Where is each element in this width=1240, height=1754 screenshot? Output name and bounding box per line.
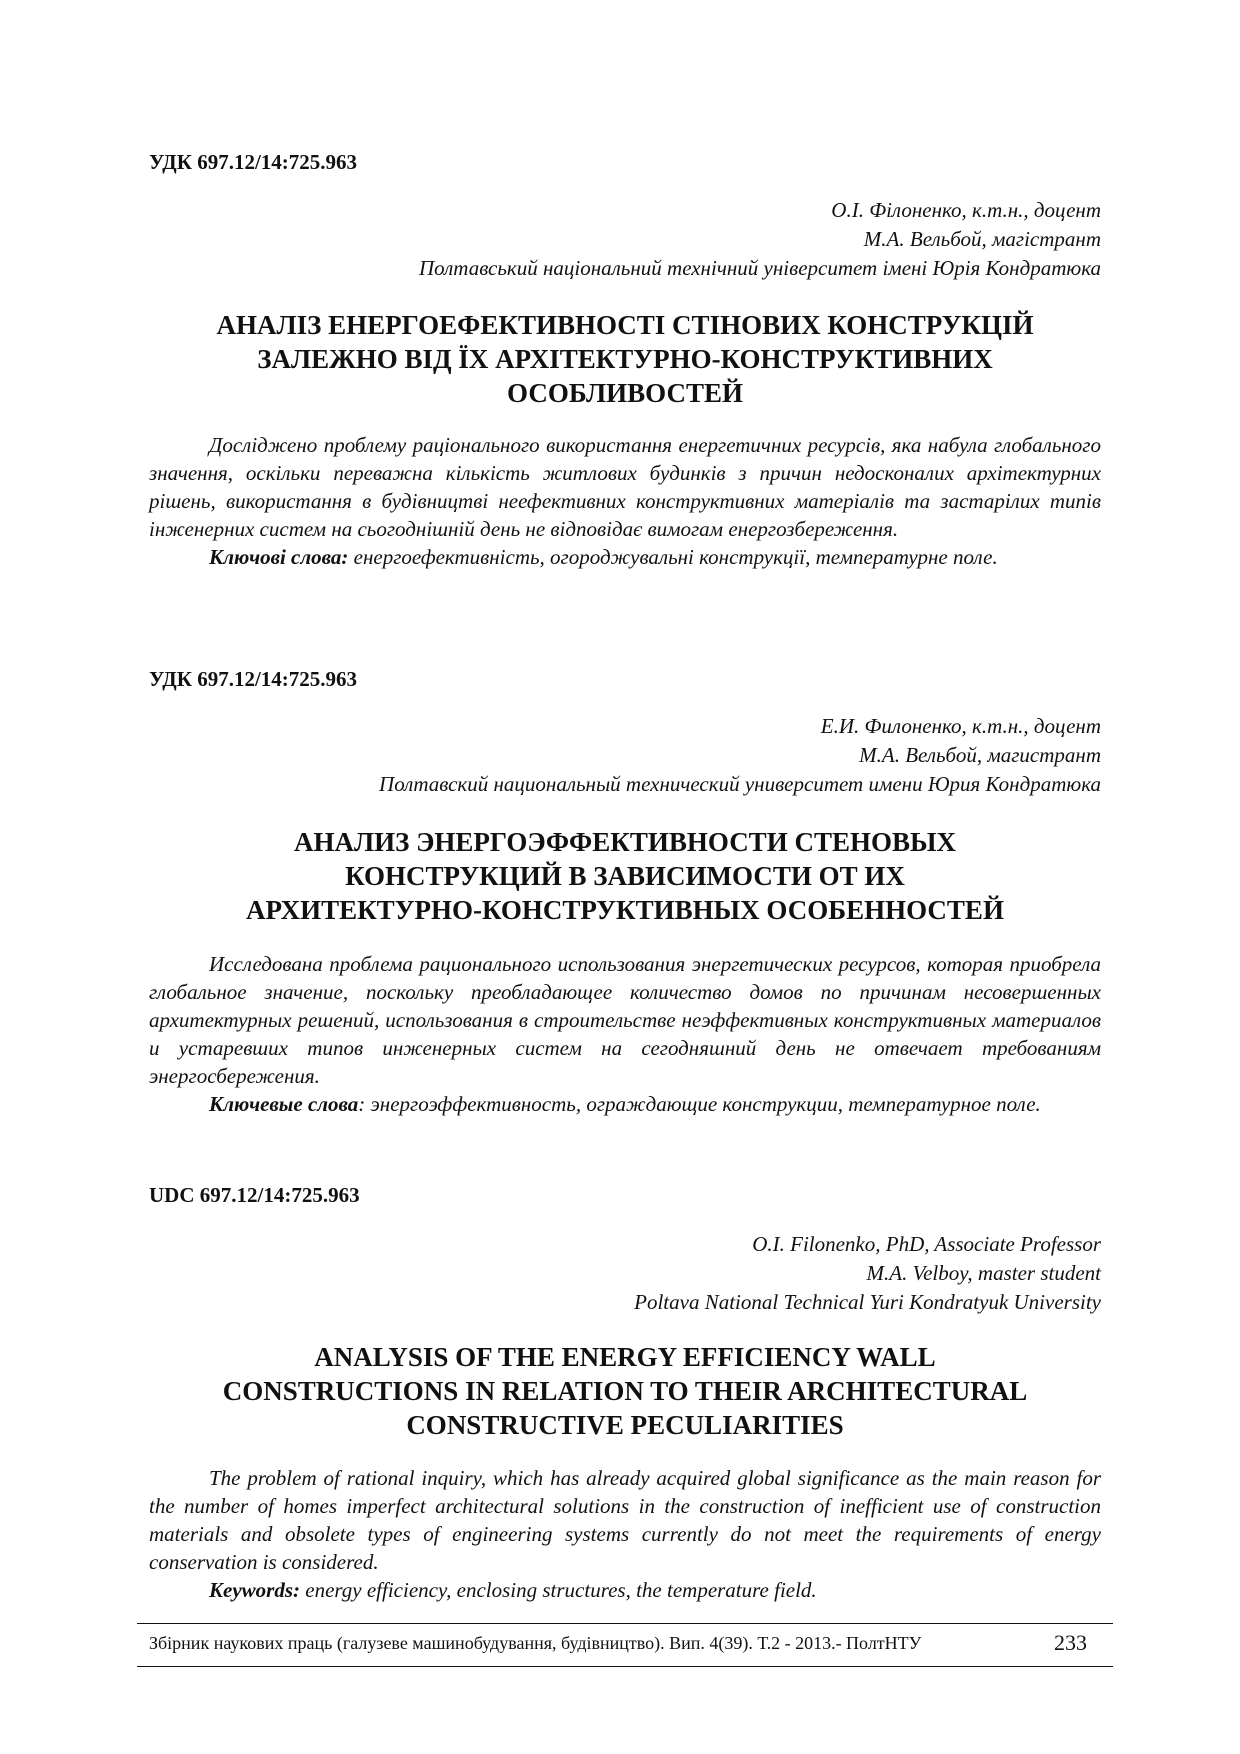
article-title-ukrainian — [149, 308, 1101, 410]
author-block-ukrainian — [419, 196, 1101, 283]
title-line: ANALYSIS OF THE ENERGY EFFICIENCY WALL — [314, 1342, 936, 1372]
abstract-english — [149, 1464, 1101, 1604]
keywords-paragraph — [149, 543, 1101, 571]
keywords-text: енергоефективність, огороджувальні конструкції, температурне поле. — [353, 545, 998, 569]
article-title-english — [149, 1340, 1101, 1442]
journal-citation: Збірник наукових праць (галузеве машинобудування, будівництво). Вип. 4(39). Т.2 - 2013.- ПолтНТУ — [149, 1633, 922, 1653]
abstract-text: Исследована проблема рационального использования энергетических ресурсов, которая приобрела глобальное значение, поскольку преобладающее количество домов по причинам несовершенных архитектурных решений, использования в строительстве неэффективных конструктивных материалов и устаревших типов инженерных систем на сегодняшний день не отвечает требованиям энергосбережения. — [149, 952, 1101, 1088]
footer-top-rule — [137, 1623, 1113, 1624]
keywords-label: Ключові слова: — [209, 545, 349, 569]
title-line: АРХИТЕКТУРНО-КОНСТРУКТИВНЫХ ОСОБЕННОСТЕЙ — [246, 895, 1004, 925]
author-block-english — [634, 1230, 1101, 1317]
affiliation-line: Полтавський національний технічний університет імені Юрія Кондратюка — [418, 256, 1101, 280]
page-footer — [149, 1630, 1101, 1656]
abstract-text: The problem of rational inquiry, which has already acquired global significance as the main reason for the number of homes imperfect architectural solutions in the construction of inefficient use of construction materials and obsolete types of engineering systems currently do not meet the requirements of energy conservation is considered. — [149, 1466, 1101, 1574]
title-line: ОСОБЛИВОСТЕЙ — [507, 378, 743, 408]
abstract-russian — [149, 950, 1101, 1118]
author-block-russian — [379, 712, 1101, 799]
keywords-label: Ключевые слова — [209, 1092, 359, 1116]
abstract-text: Досліджено проблему раціонального використання енергетичних ресурсів, яка набула глобального значення, оскільки переважна кількість житлових будинків з причин недосконалих архітектурних рішень, використання в будівництві неефективних конструктивних матеріалів та застарілих типів інженерних систем на сьогоднішній день не відповідає вимогам енергозбереження. — [149, 433, 1101, 541]
keywords-label: Keywords: — [209, 1578, 300, 1602]
keywords-text: : энергоэффективность, ограждающие конструкции, температурное поле. — [358, 1092, 1041, 1116]
author-line: Е.И. Филоненко, к.т.н., доцент — [820, 714, 1101, 738]
affiliation-line: Полтавский национальный технический университет имени Юрия Кондратюка — [379, 772, 1101, 796]
author-line: М.А. Вельбой, магистрант — [859, 743, 1101, 767]
keywords-paragraph — [149, 1090, 1101, 1118]
title-line: АНАЛІЗ ЕНЕРГОЕФЕКТИВНОСТІ СТІНОВИХ КОНСТРУКЦІЙ — [216, 310, 1034, 340]
title-line: ЗАЛЕЖНО ВІД ЇХ АРХІТЕКТУРНО-КОНСТРУКТИВНИХ — [257, 344, 993, 374]
author-line: О.І. Філоненко, к.т.н., доцент — [831, 198, 1101, 222]
keywords-paragraph — [149, 1576, 1101, 1604]
author-line: М.А. Вельбой, магістрант — [863, 227, 1101, 251]
title-line: КОНСТРУКЦИЙ В ЗАВИСИМОСТИ ОТ ИХ — [345, 861, 905, 891]
title-line: CONSTRUCTIVE PECULIARITIES — [406, 1410, 844, 1440]
author-line: M.A. Velboy, master student — [866, 1261, 1101, 1285]
title-line: АНАЛИЗ ЭНЕРГОЭФФЕКТИВНОСТИ СТЕНОВЫХ — [293, 827, 956, 857]
affiliation-line: Poltava National Technical Yuri Kondratyuk University — [634, 1290, 1101, 1314]
abstract-ukrainian — [149, 431, 1101, 571]
udc-code-ukrainian: УДК 697.12/14:725.963 — [149, 150, 358, 174]
document-page — [149, 0, 1101, 1754]
footer-bottom-rule — [137, 1666, 1113, 1667]
udc-code-english: UDC 697.12/14:725.963 — [149, 1183, 360, 1207]
title-line: CONSTRUCTIONS IN RELATION TO THEIR ARCHITECTURAL — [222, 1376, 1028, 1406]
article-title-russian — [149, 825, 1101, 927]
udc-code-russian: УДК 697.12/14:725.963 — [149, 667, 358, 691]
keywords-text: energy efficiency, enclosing structures, the temperature field. — [300, 1578, 817, 1602]
page-number: 233 — [1054, 1630, 1087, 1655]
author-line: O.I. Filonenko, PhD, Associate Professor — [752, 1232, 1101, 1256]
